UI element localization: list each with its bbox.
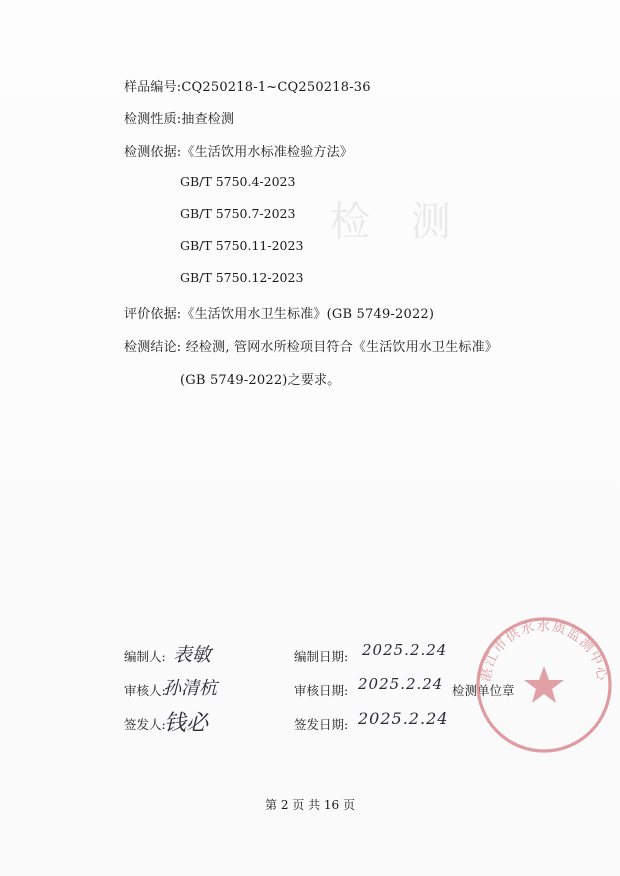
- prepared-date-value: 2025.2.24: [362, 641, 448, 659]
- standard-item: GB/T 5750.12-2023: [180, 270, 304, 285]
- test-nature-line: [124, 108, 234, 127]
- conclusion-label: 检测结论:: [124, 340, 182, 355]
- evaluation-basis-line: [124, 303, 434, 322]
- sample-number-line: [124, 76, 371, 95]
- issued-by-label: 签发人:: [124, 717, 166, 732]
- reviewed-by-label: 审核人:: [124, 683, 166, 698]
- test-nature-value: 抽查检测: [181, 112, 235, 127]
- evaluation-basis-value: 《生活饮用水卫生标准》(GB 5749-2022): [181, 307, 435, 322]
- prepared-by-label: 编制人:: [124, 649, 166, 664]
- reviewed-date-label: 审核日期:: [294, 683, 349, 698]
- official-seal-icon: [473, 614, 615, 756]
- prepared-date-label: 编制日期:: [294, 649, 349, 664]
- test-basis-label: 检测依据:: [124, 145, 182, 160]
- testing-unit-seal-label: 检测单位章: [452, 683, 515, 698]
- standard-item: GB/T 5750.11-2023: [180, 238, 304, 253]
- test-basis-value: 《生活饮用水标准检验方法》: [181, 145, 353, 160]
- standard-item: GB/T 5750.7-2023: [180, 206, 296, 221]
- prepared-by-signature: 表敏: [173, 644, 212, 666]
- reviewed-by-signature: 孙清杭: [163, 678, 217, 699]
- issued-date-label: 签发日期:: [294, 717, 349, 732]
- page-footer: 第 2 页 共 16 页: [265, 798, 355, 812]
- sample-number-label: 样品编号:: [124, 80, 182, 95]
- standard-item: GB/T 5750.4-2023: [180, 174, 296, 189]
- test-nature-label: 检测性质:: [124, 112, 182, 127]
- conclusion-continuation: (GB 5749-2022)之要求。: [180, 373, 341, 388]
- issued-date-value: 2025.2.24: [358, 709, 449, 728]
- conclusion-line: [124, 336, 498, 355]
- evaluation-basis-label: 评价依据:: [124, 307, 182, 322]
- show-through-watermark: 检 测: [330, 199, 465, 245]
- reviewed-date-value: 2025.2.24: [358, 675, 444, 693]
- test-basis-line: [124, 141, 353, 160]
- issued-by-signature: 钱必: [164, 711, 209, 736]
- sample-number-value: CQ250218-1~CQ250218-36: [181, 80, 371, 95]
- conclusion-text: 经检测, 管网水所检项目符合《生活饮用水卫生标准》: [185, 340, 498, 355]
- seal-text: 湛江市供水水质监测中心: [477, 618, 611, 683]
